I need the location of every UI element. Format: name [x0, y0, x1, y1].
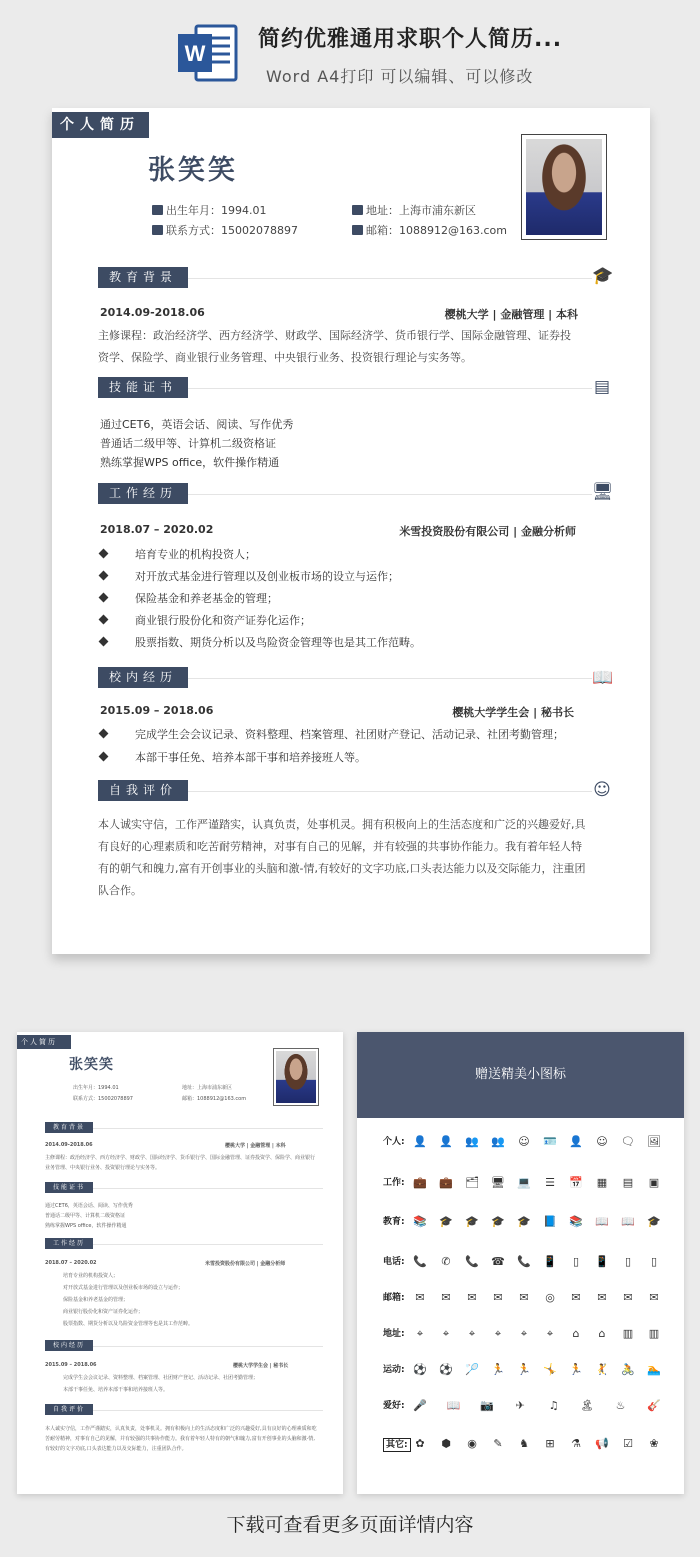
gallery-sample-icon: 📞 [413, 1255, 427, 1268]
thumb-work-b3: 保险基金和养老基金的管理； [63, 1297, 129, 1303]
gallery-sample-icon: 🗂 [465, 1176, 479, 1189]
header-banner [0, 0, 700, 95]
gallery-icon-set [412, 1396, 662, 1416]
gallery-sample-icon: ▣ [648, 1176, 660, 1189]
gallery-sample-icon: ✎ [493, 1437, 503, 1450]
gallery-row [357, 1212, 684, 1232]
thumb-work-b2: 对开放式基金进行管理以及创业板市场的设立与运作； [63, 1285, 184, 1291]
section-work-title: 工作经历 [98, 483, 188, 504]
info-birth [152, 202, 267, 218]
work-bullet-4-text: 商业银行股份化和资产证券化运作； [135, 614, 311, 627]
gallery-sample-icon: 📚 [413, 1215, 427, 1228]
gallery-sample-icon: 🏊 [647, 1363, 661, 1376]
gallery-icon-set [412, 1288, 662, 1308]
phone-icon [152, 225, 163, 235]
header-title: 简约优雅通用求职个人简历... [258, 27, 563, 52]
gallery-sample-icon: 🏸 [465, 1363, 479, 1376]
gallery-sample-icon: ⬢ [441, 1437, 451, 1450]
work-period: 2018.07 – 2020.02 [100, 523, 214, 536]
gallery-sample-icon: ⌖ [416, 1327, 424, 1340]
thumb-divider [93, 1244, 323, 1245]
gallery-icon-set [412, 1324, 662, 1344]
gallery-sample-icon: ✉ [493, 1291, 503, 1304]
certificate-icon: ▤ [593, 377, 611, 397]
thumb-email: 邮箱：1088912@163.com [182, 1096, 247, 1102]
thumb-divider [93, 1346, 323, 1347]
gallery-sample-icon: 👤 [569, 1135, 583, 1148]
gallery-row [357, 1252, 684, 1272]
gallery-sample-icon: ▥ [648, 1327, 660, 1340]
skill-line-3: 熟练掌握WPS office，软件操作精通 [100, 456, 280, 469]
book-icon: 📖 [592, 668, 614, 688]
gallery-sample-icon: ☺ [518, 1135, 530, 1148]
gallery-row-label: 地址: [383, 1329, 405, 1339]
skill-line-1: 通过CET6，英语会话、阅读、写作优秀 [100, 418, 294, 431]
gallery-sample-icon: 🎓 [465, 1215, 479, 1228]
gallery-sample-icon: 🎓 [647, 1215, 661, 1228]
info-address-text: 地址：上海市浦东新区 [366, 204, 476, 217]
email-icon [352, 225, 363, 235]
gallery-sample-icon: ⚽ [439, 1363, 453, 1376]
gallery-sample-icon: ⌖ [442, 1327, 450, 1340]
thumb-self-title: 自我评价 [45, 1404, 93, 1415]
gallery-row-label: 爱好: [383, 1401, 405, 1411]
section-education-title: 教育背景 [98, 267, 188, 288]
thumb-work-b1: 培育专业的机构投资人； [63, 1273, 119, 1279]
thumb-work-title: 工作经历 [45, 1238, 93, 1249]
gallery-sample-icon: ⊞ [545, 1437, 555, 1450]
gallery-row-label: 教育: [383, 1217, 405, 1227]
gallery-sample-icon: ⌂ [572, 1327, 580, 1340]
section-skills-title: 技能证书 [98, 377, 188, 398]
gallery-row [357, 1360, 684, 1380]
info-address [352, 202, 476, 218]
gallery-icon-set [412, 1252, 662, 1272]
gallery-sample-icon: ☎ [491, 1255, 505, 1268]
gallery-sample-icon: 💼 [439, 1176, 453, 1189]
gallery-icon-set [412, 1434, 662, 1454]
work-bullet-1 [100, 546, 256, 562]
thumb-tag: 个人简历 [17, 1035, 71, 1049]
gallery-sample-icon: ▦ [596, 1176, 608, 1189]
bullet-diamond-icon [99, 729, 109, 739]
thumb-divider [93, 1188, 323, 1189]
gallery-sample-icon: ⌂ [598, 1327, 606, 1340]
bullet-diamond-icon [99, 549, 109, 559]
gallery-sample-icon: ♞ [519, 1437, 529, 1450]
gallery-sample-icon: 🖥 [491, 1176, 505, 1189]
gallery-row [357, 1132, 684, 1152]
gallery-sample-icon: 📞 [465, 1255, 479, 1268]
gallery-sample-icon: ▯ [572, 1255, 580, 1268]
work-bullet-2 [100, 568, 399, 584]
thumb-work-b5: 股票指数、期货分析以及鸟险资金管理等也是其工作范畴。 [63, 1321, 194, 1327]
gallery-sample-icon: 📚 [569, 1215, 583, 1228]
gallery-sample-icon: ⚗ [571, 1437, 581, 1450]
thumb-phone: 联系方式：15002078897 [73, 1096, 133, 1102]
gallery-sample-icon: ✉ [467, 1291, 477, 1304]
gallery-icon-set [412, 1212, 662, 1232]
self-evaluation-text: 本人诚实守信，工作严谨踏实，认真负责，处事机灵。拥有积极向上的生活态度和广泛的兴趣爱好,具有良好的心理素质和吃苦耐劳精神，对事有自己的见解，并有较强的共事协作能力。我有着年轻人特有的朝气和魄力,富有开创事业的头脑和激-情,有较好的文字功底,口头表达能力以及交际能力，注重团队合作。 [98, 818, 586, 897]
campus-bullet-1-text: 完成学生会会议记录、资料整理、档案管理、社团财产登记、活动记录、社团考勤管理； [135, 728, 564, 741]
gallery-sample-icon: ✉ [623, 1291, 633, 1304]
work-bullet-3 [100, 590, 278, 606]
gallery-row-label: 其它: [383, 1438, 411, 1452]
gallery-row [357, 1396, 684, 1416]
gallery-sample-icon: 👥 [491, 1135, 505, 1148]
thumb-skill-1: 通过CET6，英语会话、阅读、写作优秀 [45, 1203, 133, 1209]
gallery-sample-icon: 📘 [543, 1215, 557, 1228]
gallery-sample-icon: 💻 [517, 1176, 531, 1189]
gallery-sample-icon: 👤 [413, 1135, 427, 1148]
header-subtitle: Word A4打印 可以编辑、可以修改 [266, 67, 534, 86]
thumb-skill-2: 普通话二级甲等、计算机二级资格证 [45, 1213, 126, 1219]
work-org: 米雪投资股份有限公司 | 金融分析师 [399, 525, 576, 538]
bullet-diamond-icon [99, 752, 109, 762]
gallery-row [357, 1173, 684, 1193]
thumb-self-text: 本人诚实守信，工作严谨踏实，认真负责，处事机灵。拥有积极向上的生活态度和广泛的兴趣爱好,具有良好的心理素质和吃苦耐劳精神，对事有自己的见解，并有较强的共事协作能力。我有着年轻人特有的朝气和魄力,富有开创事业的头脑和激-情,有较好的文字功底,口头表达能力以及交际能力，注重团队合作。 [45, 1426, 317, 1452]
gallery-sample-icon: ✉ [441, 1291, 451, 1304]
work-bullet-1-text: 培育专业的机构投资人； [135, 548, 256, 561]
info-email [352, 222, 507, 238]
gallery-sample-icon: 🎓 [439, 1215, 453, 1228]
gallery-sample-icon: 🎓 [491, 1215, 505, 1228]
work-bullet-4 [100, 612, 311, 628]
thumb-education-title: 教育背景 [45, 1122, 93, 1133]
gallery-sample-icon: 🎸 [647, 1399, 661, 1412]
gallery-sample-icon: 📷 [479, 1399, 494, 1412]
gallery-icon-set [412, 1132, 662, 1152]
gallery-row-label: 个人: [383, 1137, 405, 1147]
work-bullet-5-text: 股票指数、期货分析以及鸟险资金管理等也是其工作范畴。 [135, 636, 421, 649]
gallery-sample-icon: 🎤 [413, 1399, 427, 1412]
gallery-sample-icon: 👥 [465, 1135, 479, 1148]
gallery-sample-icon: ◉ [467, 1437, 477, 1450]
gallery-sample-icon: ♨ [615, 1399, 626, 1412]
monitor-icon: 🖥 [592, 482, 614, 502]
thumb-campus-period: 2015.09 – 2018.06 [45, 1362, 97, 1368]
gallery-sample-icon: ✿ [415, 1437, 425, 1450]
education-org: 樱桃大学 | 金融管理 | 本科 [444, 308, 578, 321]
gallery-sample-icon: ✈ [515, 1399, 525, 1412]
thumb-photo-frame [273, 1048, 319, 1106]
resume-thumbnail [17, 1032, 343, 1494]
section-divider [188, 278, 592, 279]
gallery-sample-icon: 🖼 [647, 1135, 661, 1148]
thumb-campus-b2: 本部干事任免、培养本部干事和培养接班人等。 [63, 1387, 169, 1393]
gallery-sample-icon: 🏃 [491, 1363, 505, 1376]
gallery-sample-icon: 📖 [446, 1399, 461, 1412]
gallery-sample-icon: ⌖ [520, 1327, 528, 1340]
thumb-work-org: 米雪投资股份有限公司 | 金融分析师 [205, 1261, 286, 1267]
icon-gallery [357, 1032, 684, 1494]
gallery-sample-icon: 📅 [569, 1176, 583, 1189]
section-divider [188, 678, 592, 679]
gallery-sample-icon: ❀ [649, 1437, 659, 1450]
thumb-profile-photo [276, 1051, 316, 1103]
thumb-skill-3: 熟练掌握WPS office，软件操作精通 [45, 1223, 127, 1229]
gallery-sample-icon: ✉ [649, 1291, 659, 1304]
gallery-row-label: 运动: [383, 1365, 405, 1375]
gallery-sample-icon: 🏃 [569, 1363, 583, 1376]
section-divider [188, 791, 592, 792]
word-letter: W [184, 41, 206, 66]
thumb-campus-org: 樱桃大学学生会 | 秘书长 [233, 1363, 289, 1369]
gallery-sample-icon: 🤾 [595, 1363, 609, 1376]
gallery-sample-icon: 🗨 [621, 1135, 635, 1148]
section-self-title: 自我评价 [98, 780, 188, 801]
gallery-sample-icon: ✉ [597, 1291, 607, 1304]
gallery-sample-icon: 📖 [595, 1215, 609, 1228]
gallery-sample-icon: ☰ [545, 1176, 555, 1189]
gallery-row-label: 邮箱: [383, 1293, 405, 1303]
photo-frame [521, 134, 607, 240]
gallery-sample-icon: 🚴 [621, 1363, 635, 1376]
gallery-sample-icon: ✆ [441, 1255, 451, 1268]
gallery-row-label: 电话: [383, 1257, 405, 1267]
work-bullet-5 [100, 634, 421, 650]
bullet-diamond-icon [99, 593, 109, 603]
gallery-sample-icon: ♫ [548, 1399, 559, 1412]
work-bullet-3-text: 保险基金和养老基金的管理； [135, 592, 278, 605]
section-divider [188, 388, 592, 389]
location-icon [352, 205, 363, 215]
resume-name: 张笑笑 [148, 155, 238, 186]
gallery-sample-icon: 🏃 [517, 1363, 531, 1376]
gallery-sample-icon: ✉ [571, 1291, 581, 1304]
gallery-row-label: 工作: [383, 1178, 405, 1188]
word-icon [176, 22, 238, 84]
thumb-education-text: 主修课程：政治经济学、西方经济学、财政学、国际经济学、货币银行学、国际金融管理、证券投资学、保险学、商业银行业务管理、中央银行业务、投资银行理论与实务等。 [45, 1155, 316, 1171]
thumb-address: 地址：上海市浦东新区 [182, 1085, 233, 1091]
info-phone [152, 222, 298, 238]
gallery-sample-icon: ▥ [622, 1327, 634, 1340]
gallery-sample-icon: ⌖ [468, 1327, 476, 1340]
section-divider [188, 494, 592, 495]
gallery-sample-icon: 👤 [439, 1135, 453, 1148]
gallery-sample-icon: ▯ [650, 1255, 658, 1268]
calendar-icon [152, 205, 163, 215]
thumb-education-org: 樱桃大学 | 金融管理 | 本科 [225, 1143, 286, 1149]
gallery-sample-icon: 🪪 [543, 1135, 557, 1148]
thumb-campus-b1: 完成学生会会议记录、资料整理、档案管理、社团财产登记、活动记录、社团考勤管理； [63, 1375, 259, 1381]
gallery-sample-icon: 📞 [517, 1255, 531, 1268]
work-bullet-2-text: 对开放式基金进行管理以及创业板市场的设立与运作； [135, 570, 399, 583]
info-phone-text: 联系方式：15002078897 [166, 224, 298, 237]
thumb-campus-title: 校内经历 [45, 1340, 93, 1351]
education-courses: 主修课程：政治经济学、西方经济学、财政学、国际经济学、货币银行学、国际金融管理、证券投资学、保险学、商业银行业务管理、中央银行业务、投资银行理论与实务等。 [98, 329, 571, 364]
info-birth-text: 出生年月：1994.01 [166, 204, 267, 217]
bullet-diamond-icon [99, 571, 109, 581]
thumb-name: 张笑笑 [69, 1057, 114, 1073]
gallery-sample-icon: ⌖ [494, 1327, 502, 1340]
gallery-sample-icon: 📱 [543, 1255, 557, 1268]
gallery-sample-icon: ✉ [519, 1291, 529, 1304]
thumb-divider [93, 1128, 323, 1129]
gallery-sample-icon: ☑ [623, 1437, 633, 1450]
campus-period: 2015.09 – 2018.06 [100, 704, 214, 717]
gallery-sample-icon: ▯ [624, 1255, 632, 1268]
gallery-sample-icon: ⌖ [546, 1327, 554, 1340]
gallery-row [357, 1324, 684, 1344]
gallery-row [357, 1288, 684, 1308]
resume-sheet [52, 108, 650, 954]
gallery-row [357, 1434, 684, 1454]
gallery-sample-icon: ☺ [596, 1135, 608, 1148]
thumb-work-period: 2018.07 – 2020.02 [45, 1260, 97, 1266]
thumb-work-b4: 商业银行股份化和资产证券化运作； [63, 1309, 144, 1315]
thumb-divider [93, 1410, 323, 1411]
gallery-sample-icon: ⚽ [413, 1363, 427, 1376]
user-circle-icon: ☺ [593, 780, 611, 800]
profile-photo [526, 139, 602, 235]
graduation-cap-icon: 🎓 [592, 266, 614, 286]
gallery-sample-icon: ◎ [545, 1291, 555, 1304]
gallery-sample-icon: 🎓 [517, 1215, 531, 1228]
gallery-icon-set [412, 1360, 662, 1380]
bullet-diamond-icon [99, 615, 109, 625]
resume-tag: 个人简历 [52, 112, 149, 138]
thumb-education-period: 2014.09-2018.06 [45, 1142, 93, 1148]
gallery-sample-icon: 📖 [621, 1215, 635, 1228]
info-email-text: 邮箱：1088912@163.com [366, 224, 507, 237]
gallery-sample-icon: 📢 [595, 1437, 609, 1450]
gallery-sample-icon: 🤸 [543, 1363, 557, 1376]
gallery-sample-icon: ✉ [415, 1291, 425, 1304]
campus-bullet-1 [100, 726, 564, 742]
gallery-sample-icon: 🏝 [580, 1399, 595, 1412]
campus-bullet-2 [100, 749, 366, 765]
campus-org: 樱桃大学学生会 | 秘书长 [452, 706, 574, 719]
gallery-sample-icon: 📱 [595, 1255, 609, 1268]
gallery-sample-icon: 💼 [413, 1176, 427, 1189]
footer-text: 下载可查看更多页面详情内容 [226, 1514, 474, 1536]
campus-bullet-2-text: 本部干事任免、培养本部干事和培养接班人等。 [135, 751, 366, 764]
bullet-diamond-icon [99, 637, 109, 647]
gallery-title: 赠送精美小图标 [357, 1032, 684, 1118]
education-period: 2014.09-2018.06 [100, 306, 205, 319]
gallery-sample-icon: ▤ [622, 1176, 634, 1189]
thumb-birth: 出生年月：1994.01 [73, 1085, 119, 1091]
gallery-icon-set [412, 1173, 662, 1193]
section-campus-title: 校内经历 [98, 667, 188, 688]
skill-line-2: 普通话二级甲等、计算机二级资格证 [100, 437, 276, 450]
thumb-skills-title: 技能证书 [45, 1182, 93, 1193]
